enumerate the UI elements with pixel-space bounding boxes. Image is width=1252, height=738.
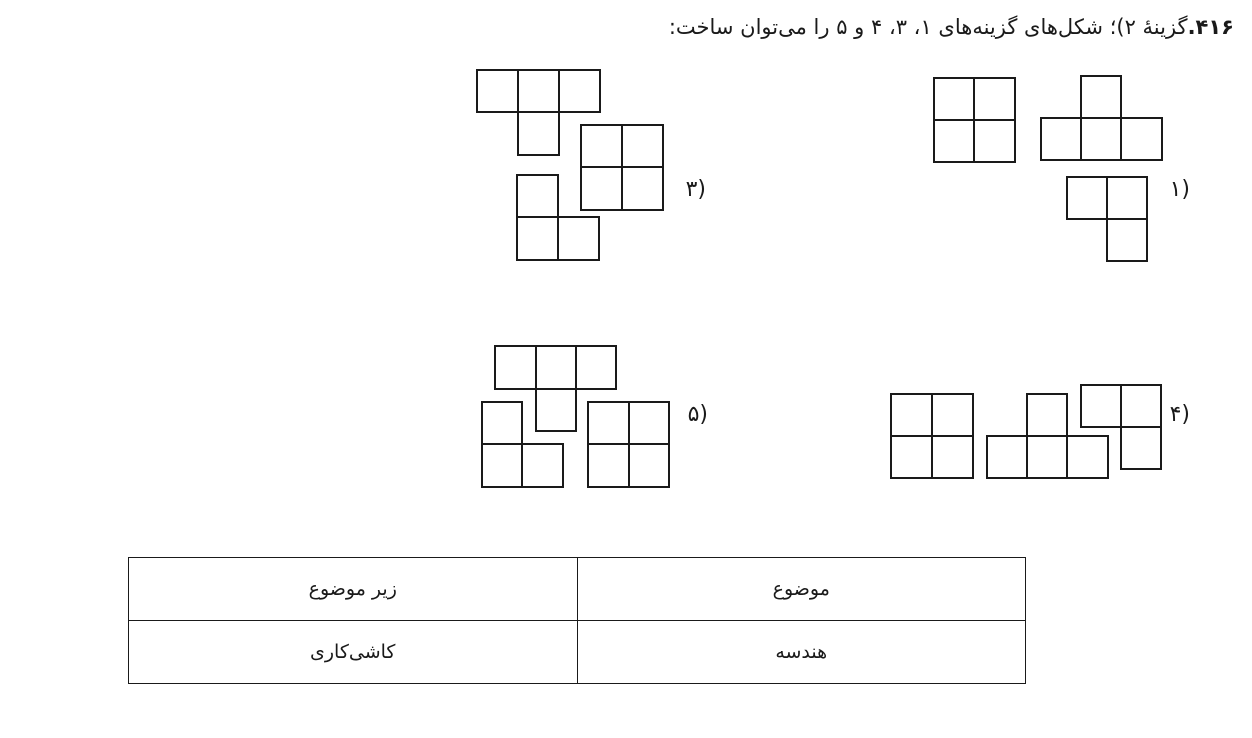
figure-option-1 [934,76,1190,261]
figure-option-5 [482,346,708,487]
topic-value: هندسه [577,621,1026,684]
topic-header: موضوع [577,558,1026,621]
subtopic-header: زیر موضوع [129,558,578,621]
square-tetromino [581,125,663,210]
option-5-label: ۵) [687,402,708,427]
question-text: گزینهٔ ۲)؛ شکل‌های گزینه‌های ۱، ۳، ۴ و ۵ را می‌توان ساخت: [668,15,1188,39]
square-tetromino [891,394,973,478]
option-3-label: ۳) [685,177,706,202]
topic-table [128,557,1026,684]
square-tetromino [934,78,1015,162]
table-header-row [129,558,1026,621]
square-tetromino [588,402,669,487]
l-tetromino [1067,177,1147,261]
figure-option-3 [477,70,706,260]
option-4-label: ۴) [1169,402,1190,427]
t-tetromino [1041,76,1162,160]
figure-option-4 [891,385,1190,478]
table-row [129,621,1026,684]
subtopic-value: کاشی‌کاری [129,621,578,684]
question-number: ۴۱۶. [1187,15,1234,39]
option-1-label: ۱) [1169,177,1190,202]
